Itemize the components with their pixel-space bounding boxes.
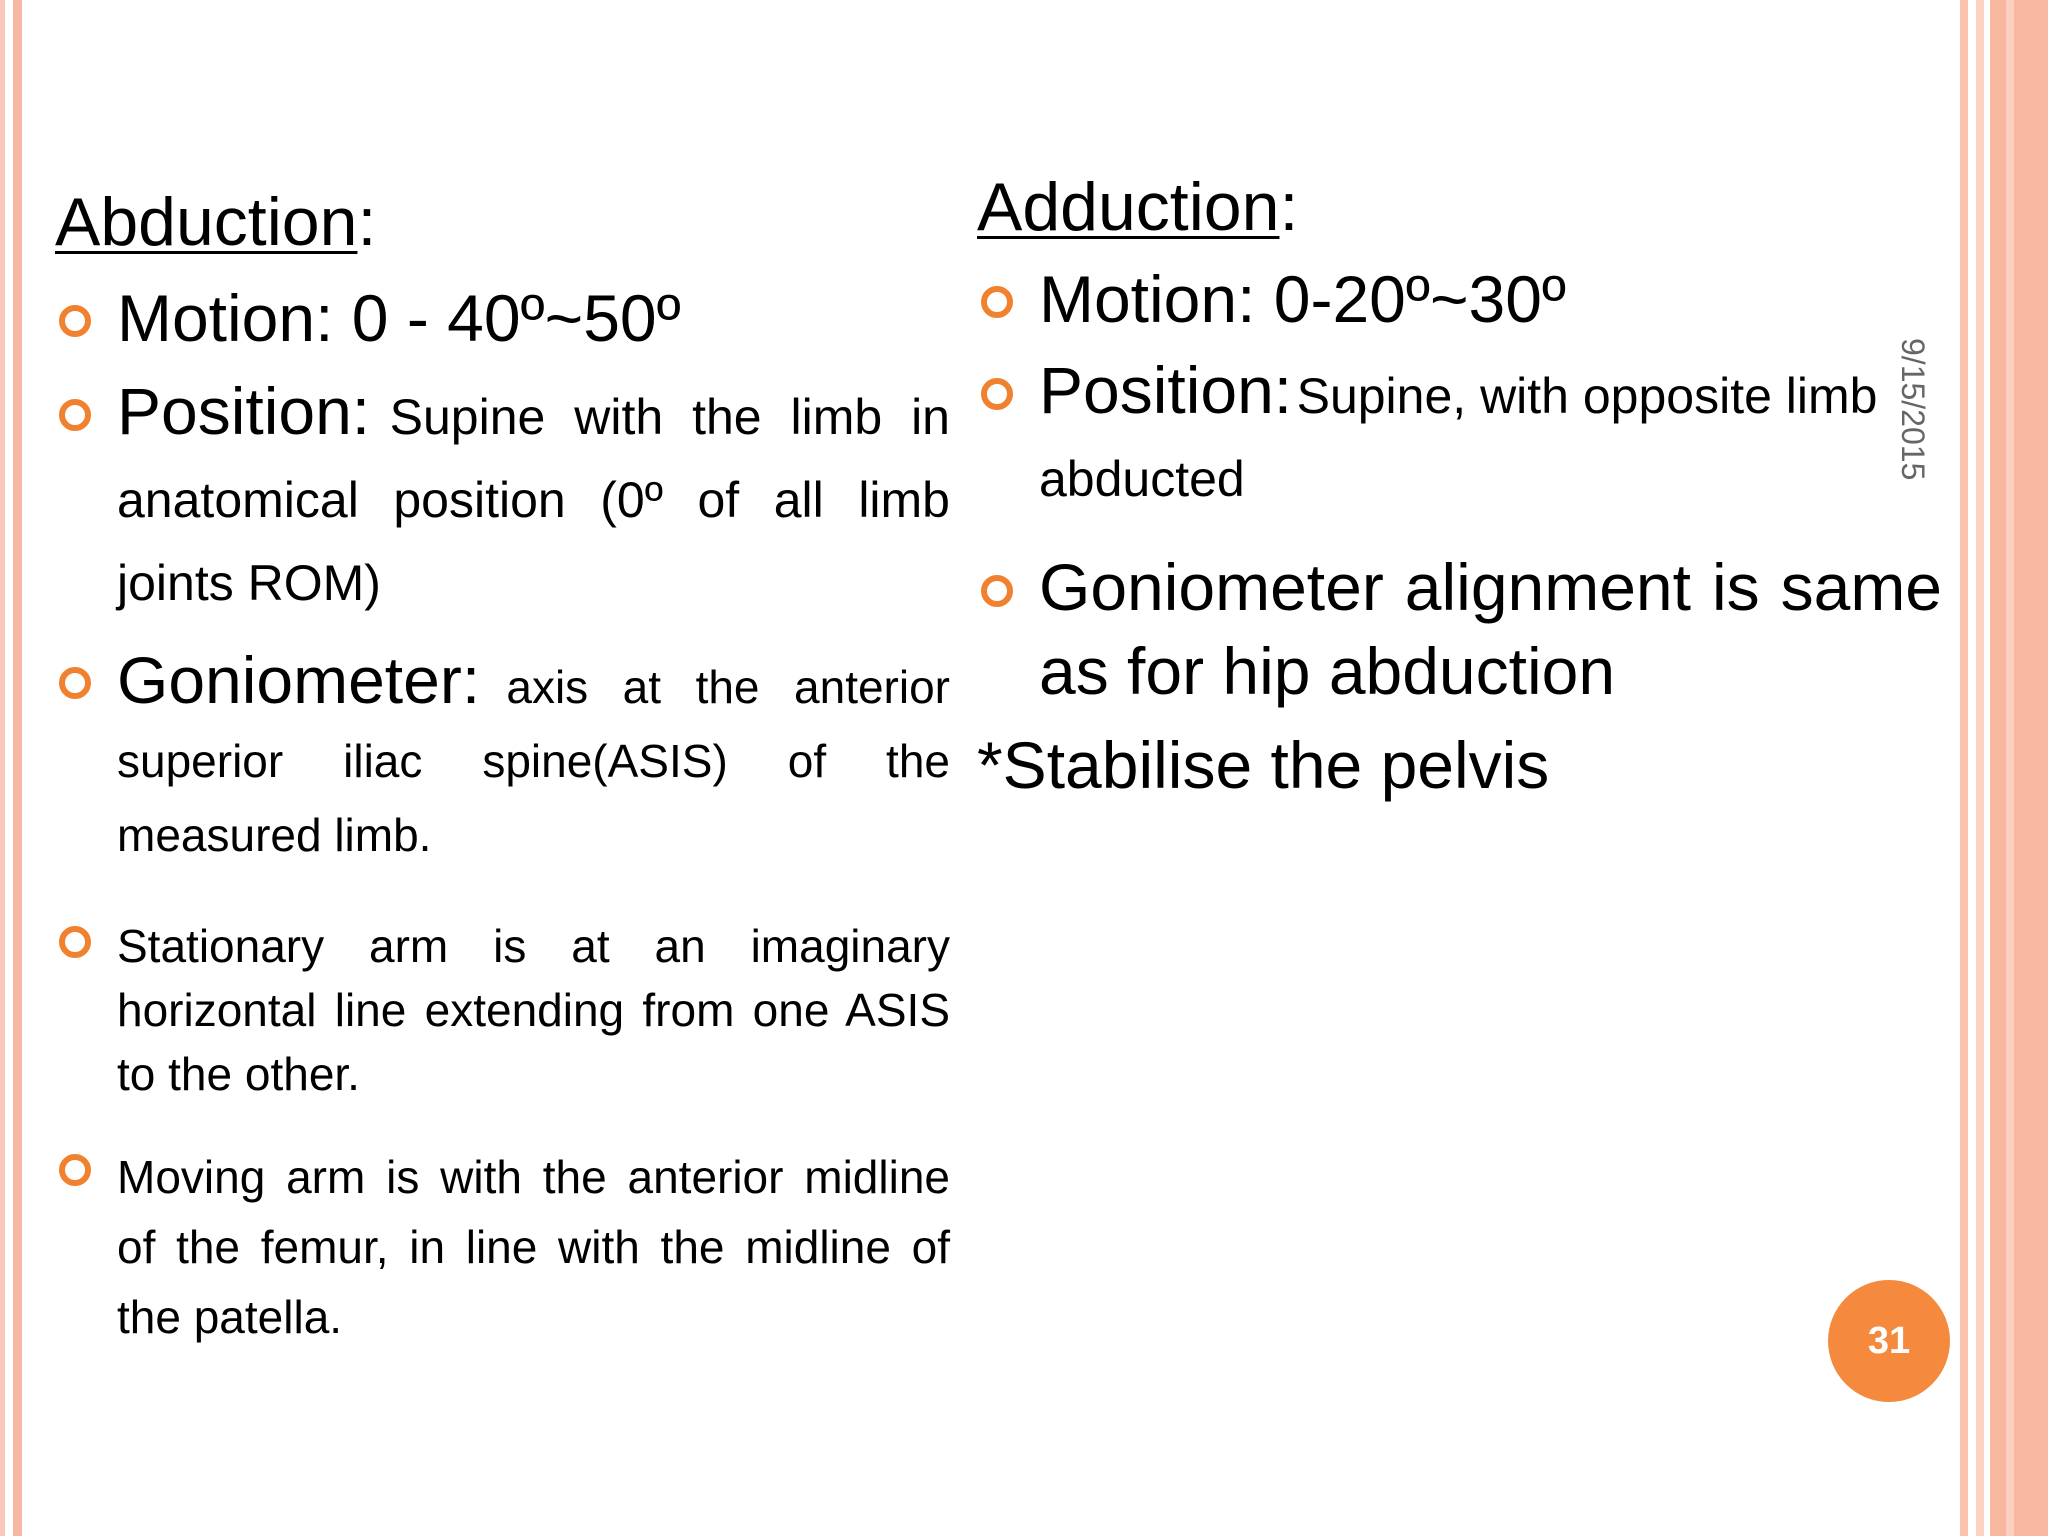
adduction-motion: Motion: 0-20º~30º xyxy=(1039,262,1567,336)
adduction-goniometer-item xyxy=(977,545,1942,713)
abduction-goniometer-item xyxy=(55,643,950,878)
bullet-circle-icon xyxy=(981,286,1013,318)
abduction-stationary-text: Stationary arm is at an imaginary horizontal line extending from one ASIS to the other. xyxy=(117,920,950,1101)
abduction-column xyxy=(55,180,950,1352)
right-border-band xyxy=(1990,0,2048,1536)
abduction-heading-text: Abduction xyxy=(55,184,358,260)
abduction-motion-item xyxy=(55,279,950,358)
abduction-position-label: Position: xyxy=(117,374,371,449)
left-border-outer xyxy=(0,0,5,1536)
abduction-heading xyxy=(55,180,950,265)
abduction-position-item xyxy=(55,376,950,631)
adduction-heading-colon: : xyxy=(1279,169,1299,245)
bullet-circle-icon xyxy=(981,378,1013,410)
left-border-inner xyxy=(13,0,22,1536)
right-border-stripe-1 xyxy=(1960,0,1968,1536)
abduction-heading-colon: : xyxy=(357,184,377,260)
adduction-position-label: Position: xyxy=(1039,353,1293,428)
adduction-position-text: Supine, with opposite limb abducted xyxy=(1039,368,1878,508)
adduction-position-item xyxy=(977,355,1942,527)
abduction-goniometer-label: Goniometer: xyxy=(117,643,481,718)
bullet-circle-icon xyxy=(59,926,91,958)
bullet-circle-icon xyxy=(59,667,91,699)
abduction-motion: Motion: 0 - 40º~50º xyxy=(117,281,681,355)
abduction-moving-item xyxy=(55,1142,950,1352)
right-border-stripe-3 xyxy=(2006,0,2014,1536)
slide-date: 9/15/2015 xyxy=(1895,338,1931,481)
abduction-moving-text: Moving arm is with the anterior midline of the femur, in line with the midline of the patella. xyxy=(117,1151,950,1344)
adduction-heading xyxy=(977,165,1942,250)
bullet-circle-icon xyxy=(59,1154,91,1186)
bullet-circle-icon xyxy=(981,575,1013,607)
abduction-goniometer-text: axis at the anterior superior iliac spine(ASIS) of the measured limb. xyxy=(117,661,950,862)
bullet-circle-icon xyxy=(59,399,91,431)
adduction-heading-text: Adduction xyxy=(977,169,1280,245)
adduction-column xyxy=(977,165,1942,809)
right-border-stripe-2 xyxy=(1976,0,1984,1536)
slide-number-badge: 31 xyxy=(1828,1280,1950,1402)
abduction-stationary-item xyxy=(55,914,950,1106)
adduction-goniometer-text: Goniometer alignment is same as for hip abduction xyxy=(1039,550,1942,709)
adduction-motion-item xyxy=(977,260,1942,339)
abduction-position-text: Supine with the limb in anatomical position (0º of all limb joints ROM) xyxy=(117,389,950,612)
adduction-note: *Stabilise the pelvis xyxy=(977,728,1550,803)
bullet-circle-icon xyxy=(59,305,91,337)
